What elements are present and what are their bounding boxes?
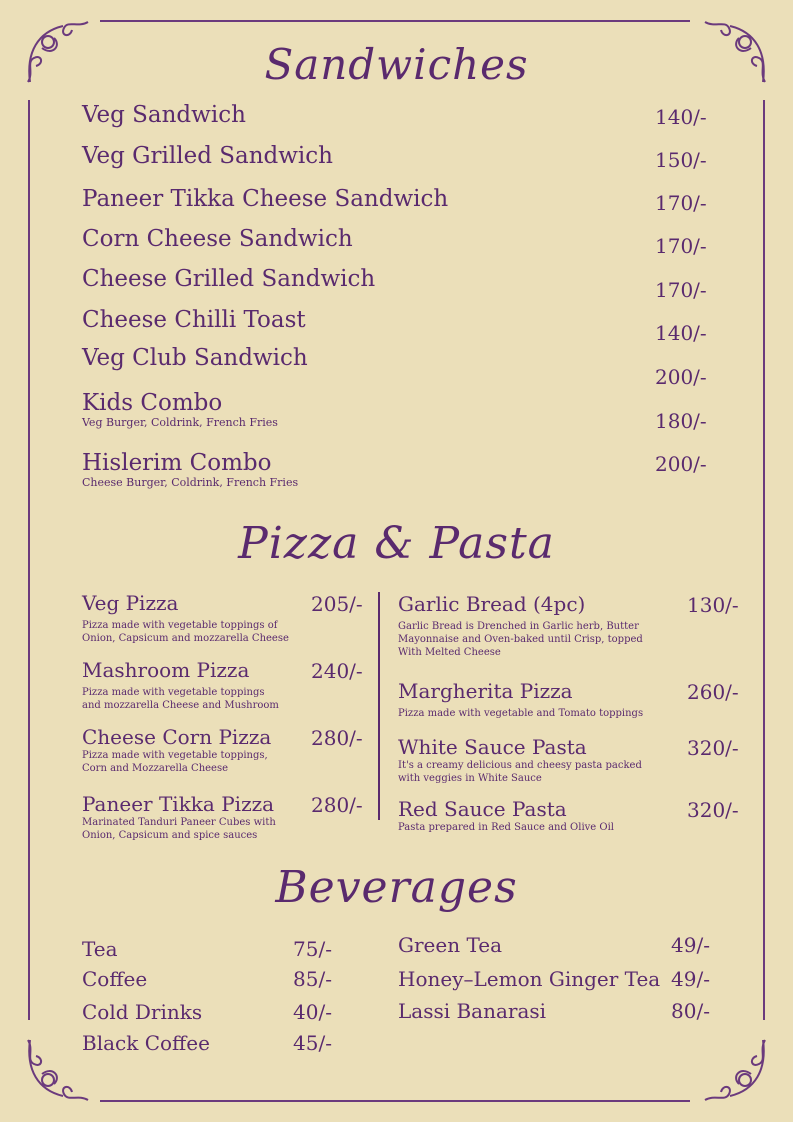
sandwiches-heading: Sandwiches	[264, 40, 529, 89]
item-description: Veg Burger, Coldrink, French Fries	[82, 416, 278, 429]
menu-item	[82, 345, 308, 371]
beverage-name: Lassi Banarasi	[398, 999, 547, 1023]
item-price: 280/-	[311, 726, 363, 750]
item-name: Red Sauce Pasta	[398, 797, 567, 821]
beverage-price: 40/-	[293, 1000, 332, 1024]
item-name: Corn Cheese Sandwich	[82, 226, 353, 252]
menu-item	[82, 266, 375, 292]
beverage-price: 85/-	[293, 967, 332, 991]
menu-item	[82, 725, 272, 775]
menu-item	[398, 735, 663, 785]
beverage-name: Tea	[82, 937, 118, 961]
item-price: 140/-	[655, 321, 707, 345]
beverage-name: Green Tea	[398, 933, 502, 957]
item-name: Kids Combo	[82, 390, 223, 416]
frame-top-line	[100, 20, 690, 22]
item-description: Pizza made with vegetable toppings, Corn and Mozzarella Cheese	[82, 750, 268, 774]
menu-item	[82, 102, 246, 128]
item-name: Margherita Pizza	[398, 679, 573, 703]
item-price: 320/-	[687, 736, 739, 760]
menu-item	[82, 390, 278, 430]
item-name: Veg Sandwich	[82, 102, 246, 128]
beverage-name: Cold Drinks	[82, 1000, 203, 1024]
beverage-price: 75/-	[293, 937, 332, 961]
item-name: Mashroom Pizza	[82, 658, 250, 682]
item-description: Pizza made with vegetable toppings and mozzarella Cheese and Mushroom	[82, 687, 279, 711]
item-price: 200/-	[655, 365, 707, 389]
item-name: Veg Grilled Sandwich	[82, 143, 333, 169]
frame-bottom-line	[100, 1100, 690, 1102]
item-price: 260/-	[687, 680, 739, 704]
item-price: 180/-	[655, 409, 707, 433]
menu-item	[82, 591, 302, 645]
menu-item	[82, 792, 312, 842]
beverage-price: 49/-	[671, 967, 710, 991]
item-price: 170/-	[655, 278, 707, 302]
item-description: Cheese Burger, Coldrink, French Fries	[82, 476, 299, 489]
beverage-name: Black Coffee	[82, 1031, 210, 1055]
item-name: Cheese Grilled Sandwich	[82, 266, 376, 292]
item-name: Cheese Corn Pizza	[82, 725, 272, 749]
item-price: 170/-	[655, 191, 707, 215]
beverage-price: 45/-	[293, 1031, 332, 1055]
item-price: 170/-	[655, 234, 707, 258]
item-name: Paneer Tikka Cheese Sandwich	[82, 186, 449, 212]
item-name: Paneer Tikka Pizza	[82, 792, 275, 816]
item-name: White Sauce Pasta	[398, 735, 587, 759]
menu-item	[82, 450, 298, 490]
item-name: Veg Pizza	[82, 591, 179, 615]
item-description: Pasta prepared in Red Sauce and Olive Oil	[398, 822, 614, 833]
item-price: 140/-	[655, 105, 707, 129]
item-price: 150/-	[655, 148, 707, 172]
column-divider	[378, 592, 380, 820]
item-price: 320/-	[687, 798, 739, 822]
menu-item	[398, 797, 668, 834]
menu-item	[82, 226, 353, 252]
item-price: 205/-	[311, 592, 363, 616]
item-description: Pizza made with vegetable and Tomato toppings	[398, 708, 644, 719]
menu-item	[82, 658, 282, 712]
corner-ornament-icon	[695, 1030, 775, 1110]
item-price: 240/-	[311, 659, 363, 683]
item-description: Marinated Tanduri Paneer Cubes with Onion, Capsicum and spice sauces	[82, 817, 276, 841]
item-price: 280/-	[311, 793, 363, 817]
beverages-heading: Beverages	[275, 862, 518, 913]
item-description: It's a creamy delicious and cheesy pasta packed with veggies in White Sauce	[398, 760, 642, 784]
menu-item	[82, 186, 448, 212]
item-name: Veg Club Sandwich	[82, 345, 308, 371]
item-price: 200/-	[655, 452, 707, 476]
menu-item	[82, 143, 333, 169]
menu-item	[398, 679, 668, 720]
beverage-name: Coffee	[82, 967, 148, 991]
pizza-pasta-heading: Pizza & Pasta	[238, 518, 555, 569]
beverage-price: 49/-	[671, 933, 710, 957]
beverage-name: Honey–Lemon Ginger Tea	[398, 967, 661, 991]
item-price: 130/-	[687, 593, 739, 617]
menu-item	[82, 307, 306, 333]
item-description: Pizza made with vegetable toppings of Onion, Capsicum and mozzarella Cheese	[82, 620, 289, 644]
beverage-price: 80/-	[671, 999, 710, 1023]
item-name: Cheese Chilli Toast	[82, 307, 306, 333]
menu-item	[398, 592, 668, 659]
item-description: Garlic Bread is Drenched in Garlic herb, Butter Mayonnaise and Oven-baked until Crisp, topped With Melted Cheese	[398, 621, 643, 658]
item-name: Hislerim Combo	[82, 450, 272, 476]
item-name: Garlic Bread (4pc)	[398, 592, 586, 616]
